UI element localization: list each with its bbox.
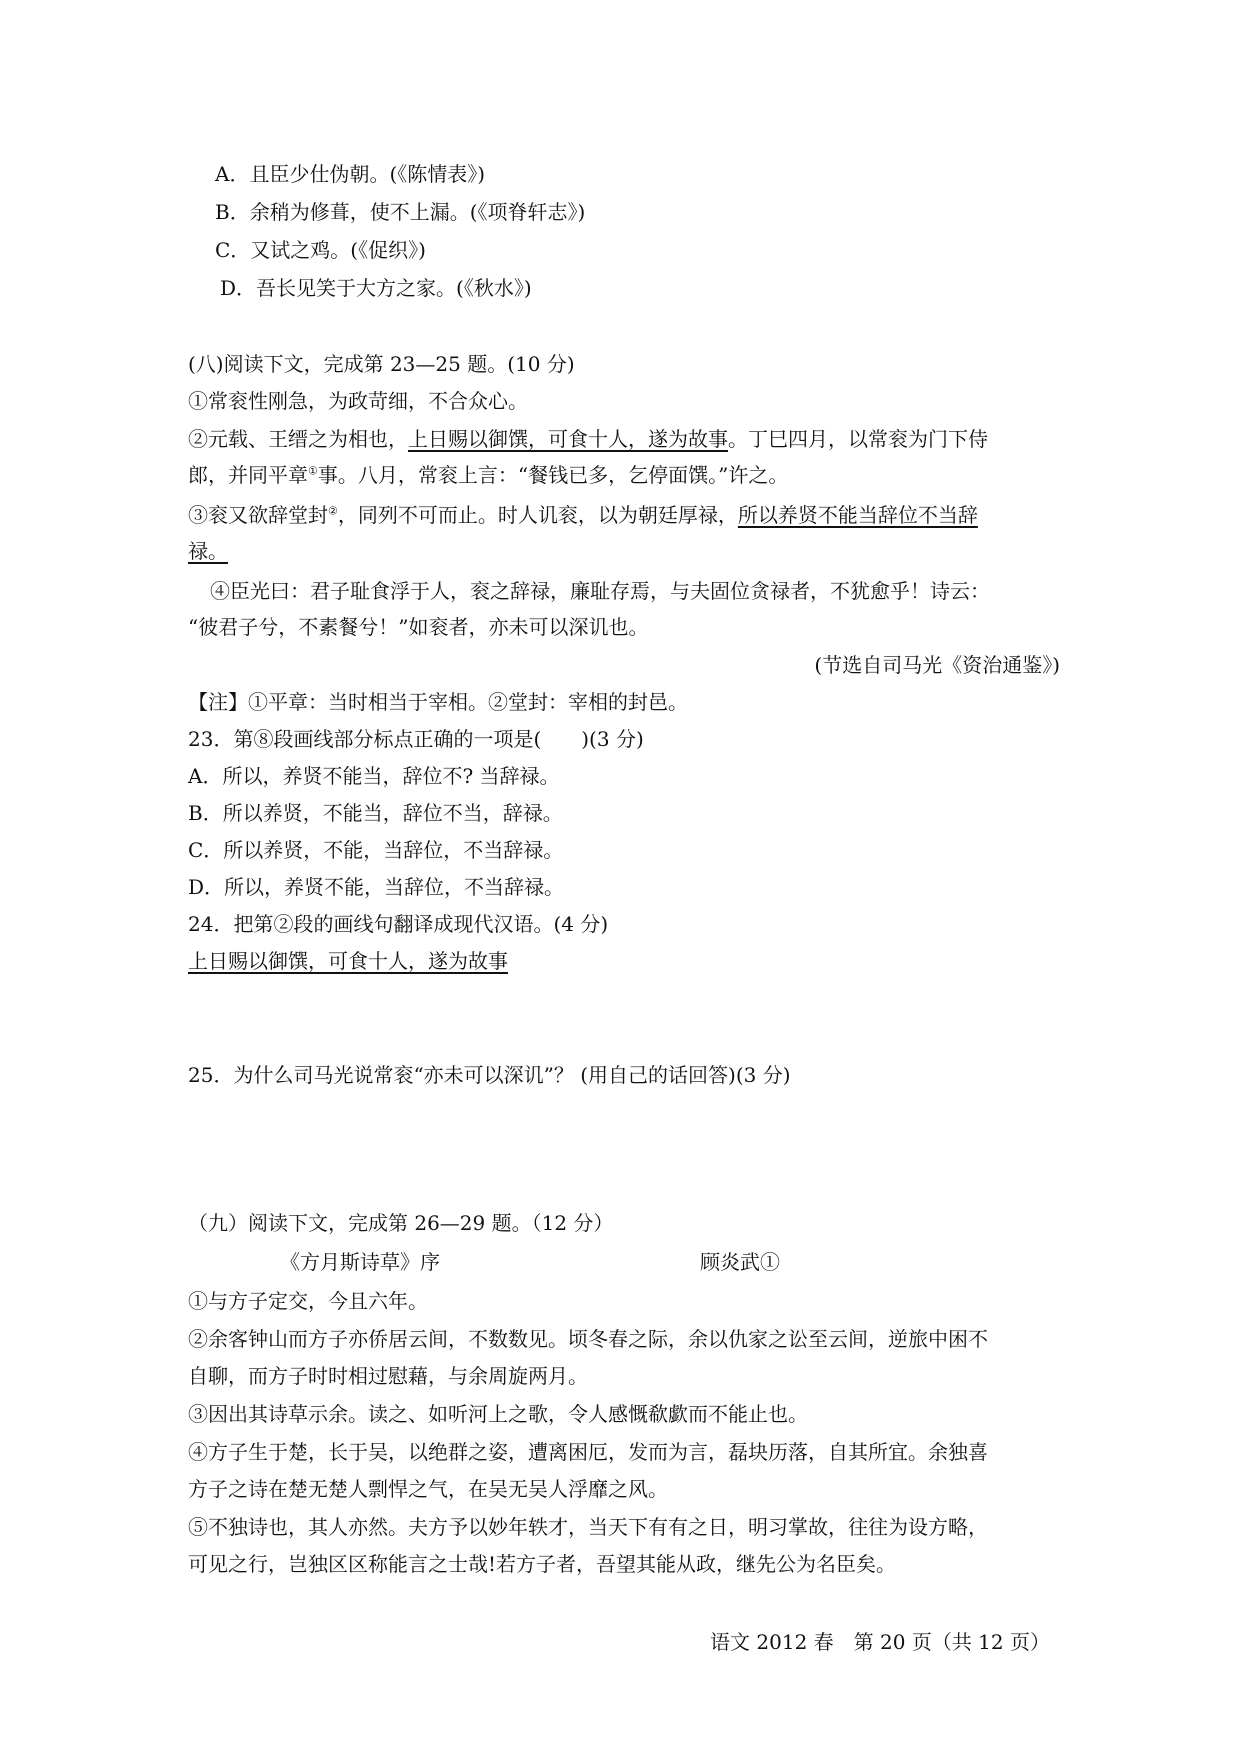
q23-option-b: B．所以养贤，不能当，辞位不当，辞禄。 — [188, 801, 563, 825]
q23-option-d: D．所以，养贤不能，当辞位，不当辞禄。 — [188, 875, 565, 899]
section8-heading: (八)阅读下文，完成第 23—25 题。(10 分) — [188, 352, 575, 376]
option-a: A．且臣少仕伪朝。(《陈情表》) — [215, 162, 486, 186]
section8-para4-line1: ④臣光曰：君子耻食浮于人，衮之辞禄，廉耻存焉，与夫固位贪禄者，不犹愈乎！诗云： — [210, 579, 990, 603]
author: 顾炎武① — [700, 1250, 780, 1274]
page-footer: 语文 2012 春 第 20 页（共 12 页） — [710, 1630, 1050, 1654]
section8-para1: ①常衮性刚急，为政苛细，不合众心。 — [188, 389, 528, 413]
section8-para4-line2: “彼君子兮，不素餐兮！”如衮者，亦未可以深讥也。 — [188, 615, 649, 639]
section9-para5-line1: ⑤不独诗也，其人亦然。夫方予以妙年轶才，当天下有有之日，明习掌故，往往为设方略， — [188, 1515, 988, 1539]
note-marker-2: ② — [328, 504, 338, 518]
option-c: C．又试之鸡。(《促织》) — [215, 238, 426, 262]
question-23: 23．第⑧段画线部分标点正确的一项是( )(3 分) — [188, 727, 644, 751]
q23-option-a: A．所以，养贤不能当，辞位不? 当辞禄。 — [188, 764, 560, 788]
para2-text-b: 。丁巳四月，以常衮为门下侍 — [728, 427, 988, 451]
section9-para2-line1: ②余客钟山而方子亦侨居云间，不数数见。顷冬春之际，余以仇家之讼至云间，逆旅中困不 — [188, 1327, 988, 1351]
question-24: 24．把第②段的画线句翻译成现代汉语。(4 分) — [188, 912, 609, 936]
section8-para3-line2: 禄。 — [188, 539, 228, 563]
section9-para1: ①与方子定交，今且六年。 — [188, 1289, 428, 1313]
question-25: 25．为什么司马光说常衮“亦未可以深讥”？ (用自己的话回答)(3 分) — [188, 1063, 791, 1087]
section9-para4-line2: 方子之诗在楚无楚人剽悍之气，在吴无吴人浮靡之风。 — [188, 1477, 668, 1501]
note-marker-1: ① — [308, 464, 318, 478]
source-citation: (节选自司马光《资治通鉴》) — [814, 653, 1060, 677]
para2-line2-a: 郎，并同平章 — [188, 463, 308, 487]
section9-para2-line2: 自聊，而方子时时相过慰藉，与余周旋两月。 — [188, 1364, 588, 1388]
para3-text-b: ，同列不可而止。时人讥衮，以为朝廷厚禄， — [337, 503, 738, 527]
section9-heading: （九）阅读下文，完成第 26—29 题。（12 分） — [188, 1211, 614, 1235]
para3-text-a: ③衮又欲辞堂封 — [188, 503, 328, 527]
para2-text-a: ②元载、王缙之为相也， — [188, 427, 408, 451]
section9-para4-line1: ④方子生于楚，长于吴，以绝群之姿，遭离困厄，发而为言，磊块历落，自其所宜。余独喜 — [188, 1440, 988, 1464]
section9-para5-line2: 可见之行，岂独区区称能言之士哉!若方子者，吾望其能从政，继先公为名臣矣。 — [188, 1552, 897, 1576]
para2-underlined: 上日赐以御馔，可食十人，遂为故事 — [408, 427, 728, 451]
section8-para2-line1 — [188, 429, 988, 449]
para3-underlined: 所以养贤不能当辞位不当辞 — [737, 503, 978, 527]
option-d: D．吾长见笑于大方之家。(《秋水》) — [220, 276, 532, 300]
option-b: B．余稍为修葺，使不上漏。(《项脊轩志》) — [215, 200, 586, 224]
poem-title: 《方月斯诗草》序 — [280, 1250, 440, 1274]
q24-sentence: 上日赐以御馔，可食十人，遂为故事 — [188, 949, 508, 973]
q23-option-c: C．所以养贤，不能，当辞位，不当辞禄。 — [188, 838, 564, 862]
annotation-note: 【注】①平章：当时相当于宰相。②堂封：宰相的封邑。 — [188, 690, 688, 714]
section9-para3: ③因出其诗草示余。读之、如听河上之歌，令人感慨欷歔而不能止也。 — [188, 1402, 808, 1426]
section8-para3-line1 — [188, 505, 978, 525]
para2-line2-b: 事。八月，常衮上言：“餐钱已多，乞停面馔。”许之。 — [317, 463, 789, 487]
section8-para2-line2 — [188, 465, 788, 485]
